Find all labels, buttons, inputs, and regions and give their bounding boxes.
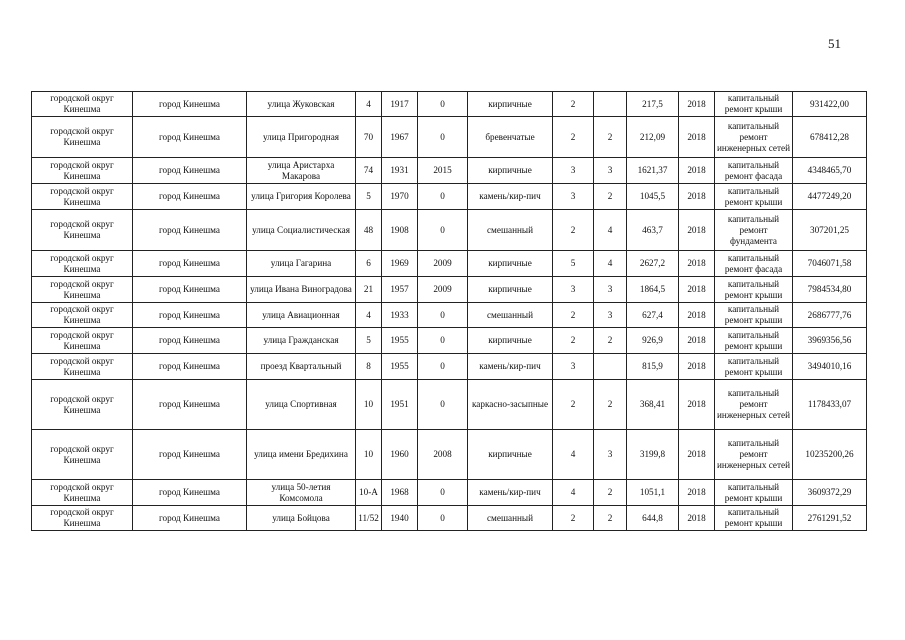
house-number-cell: 4 (356, 92, 382, 117)
entrances-cell: 2 (594, 117, 627, 158)
cost-cell: 1178433,07 (793, 380, 867, 430)
work-type-cell: капитальный ремонт фундамента (715, 210, 793, 251)
cost-cell: 4348465,70 (793, 158, 867, 184)
street-cell: улица Аристарха Макарова (247, 158, 356, 184)
city-cell: город Кинешма (133, 506, 247, 531)
table-row (32, 277, 867, 303)
area-cell: 644,8 (627, 506, 679, 531)
entrances-cell: 2 (594, 184, 627, 210)
wall-material-cell: кирпичные (468, 158, 553, 184)
city-cell: город Кинешма (133, 328, 247, 354)
build-year-cell: 1940 (382, 506, 418, 531)
table-row (32, 210, 867, 251)
city-cell: город Кинешма (133, 277, 247, 303)
build-year-cell: 1967 (382, 117, 418, 158)
city-cell: город Кинешма (133, 117, 247, 158)
area-cell: 1621,37 (627, 158, 679, 184)
plan-year-cell: 2018 (679, 210, 715, 251)
reconstruction-year-cell: 0 (418, 92, 468, 117)
plan-year-cell: 2018 (679, 430, 715, 480)
area-cell: 926,9 (627, 328, 679, 354)
repair-register-table (31, 91, 867, 531)
street-cell: улица имени Бредихина (247, 430, 356, 480)
entrances-cell: 2 (594, 328, 627, 354)
table-row (32, 92, 867, 117)
house-number-cell: 5 (356, 184, 382, 210)
floors-cell: 3 (553, 158, 594, 184)
city-cell: город Кинешма (133, 303, 247, 328)
street-cell: улица 50-летия Комсомола (247, 480, 356, 506)
work-type-cell: капитальный ремонт крыши (715, 506, 793, 531)
table-row (32, 380, 867, 430)
area-cell: 2627,2 (627, 251, 679, 277)
floors-cell: 3 (553, 277, 594, 303)
street-cell: улица Социалистическая (247, 210, 356, 251)
city-cell: город Кинешма (133, 158, 247, 184)
house-number-cell: 4 (356, 303, 382, 328)
city-cell: город Кинешма (133, 92, 247, 117)
reconstruction-year-cell: 0 (418, 210, 468, 251)
reconstruction-year-cell: 2009 (418, 277, 468, 303)
area-cell: 1051,1 (627, 480, 679, 506)
floors-cell: 3 (553, 184, 594, 210)
wall-material-cell: смешанный (468, 210, 553, 251)
city-cell: город Кинешма (133, 380, 247, 430)
plan-year-cell: 2018 (679, 251, 715, 277)
work-type-cell: капитальный ремонт крыши (715, 480, 793, 506)
work-type-cell: капитальный ремонт фасада (715, 251, 793, 277)
wall-material-cell: камень/кир-пич (468, 354, 553, 380)
plan-year-cell: 2018 (679, 158, 715, 184)
floors-cell: 2 (553, 117, 594, 158)
wall-material-cell: кирпичные (468, 328, 553, 354)
wall-material-cell: кирпичные (468, 92, 553, 117)
plan-year-cell: 2018 (679, 506, 715, 531)
plan-year-cell: 2018 (679, 277, 715, 303)
table-row (32, 184, 867, 210)
build-year-cell: 1970 (382, 184, 418, 210)
floors-cell: 2 (553, 303, 594, 328)
okrug-cell: городской округ Кинешма (32, 277, 133, 303)
entrances-cell (594, 354, 627, 380)
entrances-cell: 3 (594, 158, 627, 184)
house-number-cell: 10 (356, 430, 382, 480)
reconstruction-year-cell: 0 (418, 354, 468, 380)
wall-material-cell: бревенчатые (468, 117, 553, 158)
okrug-cell: городской округ Кинешма (32, 328, 133, 354)
work-type-cell: капитальный ремонт фасада (715, 158, 793, 184)
floors-cell: 4 (553, 430, 594, 480)
floors-cell: 2 (553, 380, 594, 430)
okrug-cell: городской округ Кинешма (32, 184, 133, 210)
work-type-cell: капитальный ремонт инженерных сетей (715, 117, 793, 158)
plan-year-cell: 2018 (679, 303, 715, 328)
entrances-cell: 2 (594, 380, 627, 430)
okrug-cell: городской округ Кинешма (32, 251, 133, 277)
table-row (32, 328, 867, 354)
cost-cell: 4477249,20 (793, 184, 867, 210)
entrances-cell (594, 92, 627, 117)
area-cell: 1045,5 (627, 184, 679, 210)
floors-cell: 3 (553, 354, 594, 380)
house-number-cell: 21 (356, 277, 382, 303)
page-number: 51 (828, 36, 841, 51)
reconstruction-year-cell: 0 (418, 480, 468, 506)
cost-cell: 7984534,80 (793, 277, 867, 303)
build-year-cell: 1931 (382, 158, 418, 184)
cost-cell: 307201,25 (793, 210, 867, 251)
plan-year-cell: 2018 (679, 92, 715, 117)
area-cell: 212,09 (627, 117, 679, 158)
reconstruction-year-cell: 2015 (418, 158, 468, 184)
street-cell: проезд Квартальный (247, 354, 356, 380)
wall-material-cell: камень/кир-пич (468, 184, 553, 210)
work-type-cell: капитальный ремонт крыши (715, 354, 793, 380)
entrances-cell: 2 (594, 480, 627, 506)
area-cell: 217,5 (627, 92, 679, 117)
house-number-cell: 10 (356, 380, 382, 430)
house-number-cell: 10-А (356, 480, 382, 506)
cost-cell: 931422,00 (793, 92, 867, 117)
street-cell: улица Пригородная (247, 117, 356, 158)
street-cell: улица Ивана Виноградова (247, 277, 356, 303)
okrug-cell: городской округ Кинешма (32, 354, 133, 380)
street-cell: улица Спортивная (247, 380, 356, 430)
build-year-cell: 1955 (382, 328, 418, 354)
reconstruction-year-cell: 0 (418, 506, 468, 531)
reconstruction-year-cell: 0 (418, 303, 468, 328)
floors-cell: 2 (553, 506, 594, 531)
house-number-cell: 5 (356, 328, 382, 354)
wall-material-cell: камень/кир-пич (468, 480, 553, 506)
build-year-cell: 1957 (382, 277, 418, 303)
street-cell: улица Гражданская (247, 328, 356, 354)
entrances-cell: 4 (594, 251, 627, 277)
table-row (32, 251, 867, 277)
build-year-cell: 1917 (382, 92, 418, 117)
reconstruction-year-cell: 2009 (418, 251, 468, 277)
area-cell: 463,7 (627, 210, 679, 251)
house-number-cell: 8 (356, 354, 382, 380)
cost-cell: 2686777,76 (793, 303, 867, 328)
build-year-cell: 1908 (382, 210, 418, 251)
street-cell: улица Жуковская (247, 92, 356, 117)
cost-cell: 2761291,52 (793, 506, 867, 531)
cost-cell: 3609372,29 (793, 480, 867, 506)
build-year-cell: 1955 (382, 354, 418, 380)
build-year-cell: 1960 (382, 430, 418, 480)
plan-year-cell: 2018 (679, 117, 715, 158)
work-type-cell: капитальный ремонт крыши (715, 92, 793, 117)
area-cell: 368,41 (627, 380, 679, 430)
wall-material-cell: кирпичные (468, 251, 553, 277)
cost-cell: 678412,28 (793, 117, 867, 158)
work-type-cell: капитальный ремонт крыши (715, 303, 793, 328)
plan-year-cell: 2018 (679, 354, 715, 380)
wall-material-cell: смешанный (468, 303, 553, 328)
entrances-cell: 3 (594, 303, 627, 328)
city-cell: город Кинешма (133, 354, 247, 380)
reconstruction-year-cell: 0 (418, 117, 468, 158)
build-year-cell: 1951 (382, 380, 418, 430)
table-row (32, 117, 867, 158)
okrug-cell: городской округ Кинешма (32, 480, 133, 506)
street-cell: улица Авиационная (247, 303, 356, 328)
city-cell: город Кинешма (133, 210, 247, 251)
work-type-cell: капитальный ремонт крыши (715, 184, 793, 210)
entrances-cell: 2 (594, 506, 627, 531)
street-cell: улица Бойцова (247, 506, 356, 531)
area-cell: 3199,8 (627, 430, 679, 480)
table-row (32, 354, 867, 380)
floors-cell: 2 (553, 92, 594, 117)
table-row (32, 158, 867, 184)
table-row (32, 430, 867, 480)
plan-year-cell: 2018 (679, 184, 715, 210)
floors-cell: 2 (553, 210, 594, 251)
okrug-cell: городской округ Кинешма (32, 430, 133, 480)
reconstruction-year-cell: 0 (418, 380, 468, 430)
okrug-cell: городской округ Кинешма (32, 303, 133, 328)
okrug-cell: городской округ Кинешма (32, 380, 133, 430)
reconstruction-year-cell: 2008 (418, 430, 468, 480)
floors-cell: 5 (553, 251, 594, 277)
work-type-cell: капитальный ремонт крыши (715, 328, 793, 354)
area-cell: 627,4 (627, 303, 679, 328)
reconstruction-year-cell: 0 (418, 328, 468, 354)
cost-cell: 3494010,16 (793, 354, 867, 380)
entrances-cell: 3 (594, 277, 627, 303)
city-cell: город Кинешма (133, 480, 247, 506)
floors-cell: 2 (553, 328, 594, 354)
wall-material-cell: кирпичные (468, 430, 553, 480)
build-year-cell: 1969 (382, 251, 418, 277)
cost-cell: 10235200,26 (793, 430, 867, 480)
entrances-cell: 3 (594, 430, 627, 480)
okrug-cell: городской округ Кинешма (32, 210, 133, 251)
cost-cell: 3969356,56 (793, 328, 867, 354)
work-type-cell: капитальный ремонт крыши (715, 277, 793, 303)
street-cell: улица Григория Королева (247, 184, 356, 210)
okrug-cell: городской округ Кинешма (32, 158, 133, 184)
city-cell: город Кинешма (133, 184, 247, 210)
plan-year-cell: 2018 (679, 480, 715, 506)
plan-year-cell: 2018 (679, 380, 715, 430)
house-number-cell: 6 (356, 251, 382, 277)
area-cell: 1864,5 (627, 277, 679, 303)
okrug-cell: городской округ Кинешма (32, 506, 133, 531)
house-number-cell: 74 (356, 158, 382, 184)
entrances-cell: 4 (594, 210, 627, 251)
plan-year-cell: 2018 (679, 328, 715, 354)
build-year-cell: 1933 (382, 303, 418, 328)
table-row (32, 303, 867, 328)
work-type-cell: капитальный ремонт инженерных сетей (715, 380, 793, 430)
city-cell: город Кинешма (133, 251, 247, 277)
wall-material-cell: смешанный (468, 506, 553, 531)
okrug-cell: городской округ Кинешма (32, 92, 133, 117)
okrug-cell: городской округ Кинешма (32, 117, 133, 158)
street-cell: улица Гагарина (247, 251, 356, 277)
wall-material-cell: каркасно-засыпные (468, 380, 553, 430)
area-cell: 815,9 (627, 354, 679, 380)
house-number-cell: 70 (356, 117, 382, 158)
work-type-cell: капитальный ремонт инженерных сетей (715, 430, 793, 480)
floors-cell: 4 (553, 480, 594, 506)
city-cell: город Кинешма (133, 430, 247, 480)
wall-material-cell: кирпичные (468, 277, 553, 303)
table-row (32, 480, 867, 506)
reconstruction-year-cell: 0 (418, 184, 468, 210)
table-row (32, 506, 867, 531)
house-number-cell: 11/52 (356, 506, 382, 531)
cost-cell: 7046071,58 (793, 251, 867, 277)
build-year-cell: 1968 (382, 480, 418, 506)
house-number-cell: 48 (356, 210, 382, 251)
